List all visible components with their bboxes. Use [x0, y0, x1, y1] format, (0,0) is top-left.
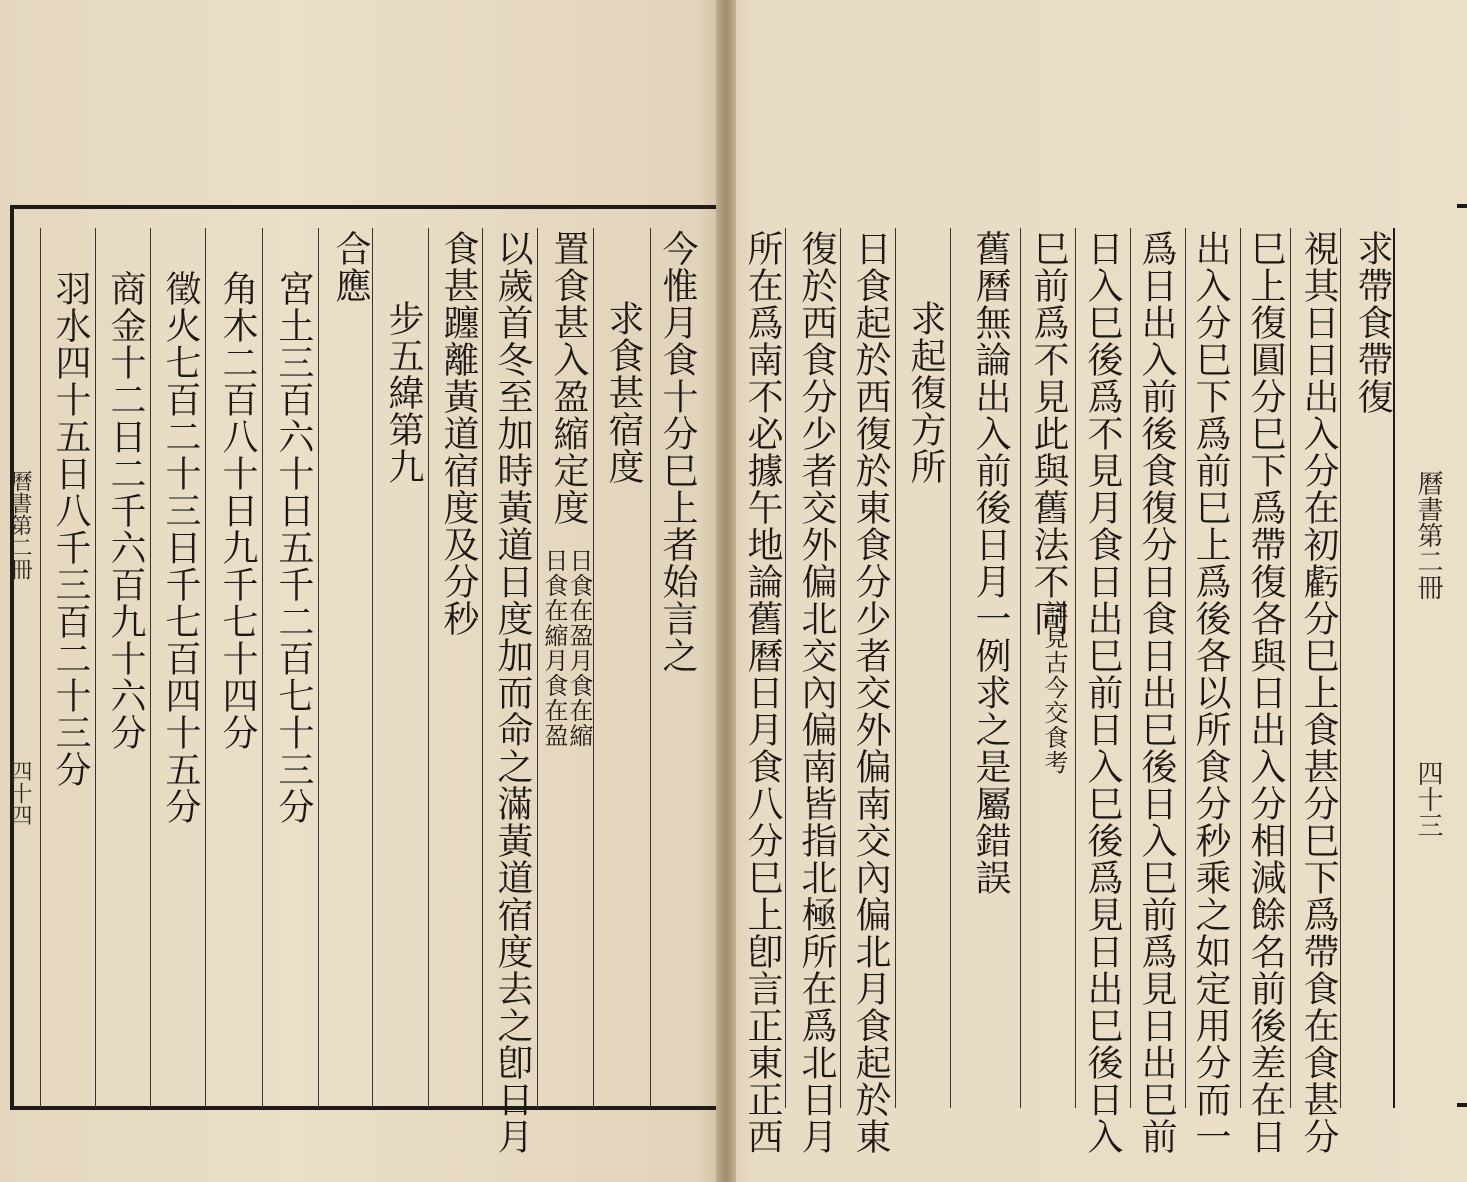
right-col-6: 巳前爲不見此與舊法不同 [1028, 230, 1069, 637]
left-margin-title: 曆書第二冊 [7, 470, 32, 580]
right-col-4: 爲日出入前後食復分日食日出巳後日入巳前爲見日出巳前 [1136, 230, 1177, 1155]
right-page-frame [1457, 204, 1467, 1107]
left-col-5: 食甚躔離黃道宿度及分秒 [438, 230, 479, 637]
left-small-b: 日食在縮月食在盈 [540, 548, 568, 748]
left-col-1: 今惟月食十分巳上者始言之 [657, 230, 698, 674]
left-col-8: 宮土三百六十日五千二百七十三分 [273, 270, 314, 825]
left-col-9: 角木二百八十日九千七十四分 [217, 270, 258, 751]
right-col-1: 視其日日出入分在初虧分巳上食甚分巳下爲帶食在食甚分 [1298, 230, 1339, 1155]
right-note: 詳見古今交食考 [1040, 600, 1068, 775]
book-gutter [716, 0, 736, 1182]
right-col-8: 日食起於西復於東食分少者交外偏南交內偏北月食起於東 [850, 230, 891, 1155]
left-col-3: 置食甚入盈縮定度 [548, 230, 589, 526]
right-col-3: 出入分巳下爲前巳上爲後各以所食分秒乘之如定用分而一 [1190, 230, 1231, 1155]
right-col-9: 復於西食分少者交外偏北交內偏南皆指北極所在爲北日月 [796, 230, 837, 1155]
left-col-10: 徵火七百二十三日千七百四十五分 [160, 270, 201, 825]
left-col-6: 步五緯第九 [383, 300, 424, 485]
left-col-2: 求食甚宿度 [603, 300, 644, 485]
right-col-5: 日入巳後爲不見月食日出巳前日入巳後爲見日出巳後日入 [1082, 230, 1123, 1155]
left-col-4: 以歲首冬至加時黃道日度加而命之滿黃道宿度去之卽日月 [492, 230, 533, 1155]
right-subheading: 求起復方所 [905, 300, 946, 485]
left-col-11: 商金十二日二千六百九十六分 [105, 270, 146, 751]
left-col-12: 羽水四十五日八千三百二十三分 [50, 270, 91, 788]
left-col-7: 合應 [330, 230, 371, 304]
right-col-7: 舊曆無論出入前後日月一例求之是屬錯誤 [970, 230, 1011, 896]
right-margin-title: 曆書第二冊 [1413, 470, 1443, 600]
right-col-10: 所在爲南不必據午地論舊曆日月食八分巳上卽言正東正西 [742, 230, 783, 1155]
left-margin-page: 四十四 [7, 760, 32, 826]
left-small-a: 日食在盈月食在縮 [565, 548, 593, 748]
right-col-2: 巳上復圓分巳下爲帶復各與日出入分相減餘名前後差在日 [1245, 230, 1286, 1155]
right-margin-page: 四十三 [1413, 760, 1443, 838]
right-heading: 求帶食帶復 [1352, 230, 1393, 415]
